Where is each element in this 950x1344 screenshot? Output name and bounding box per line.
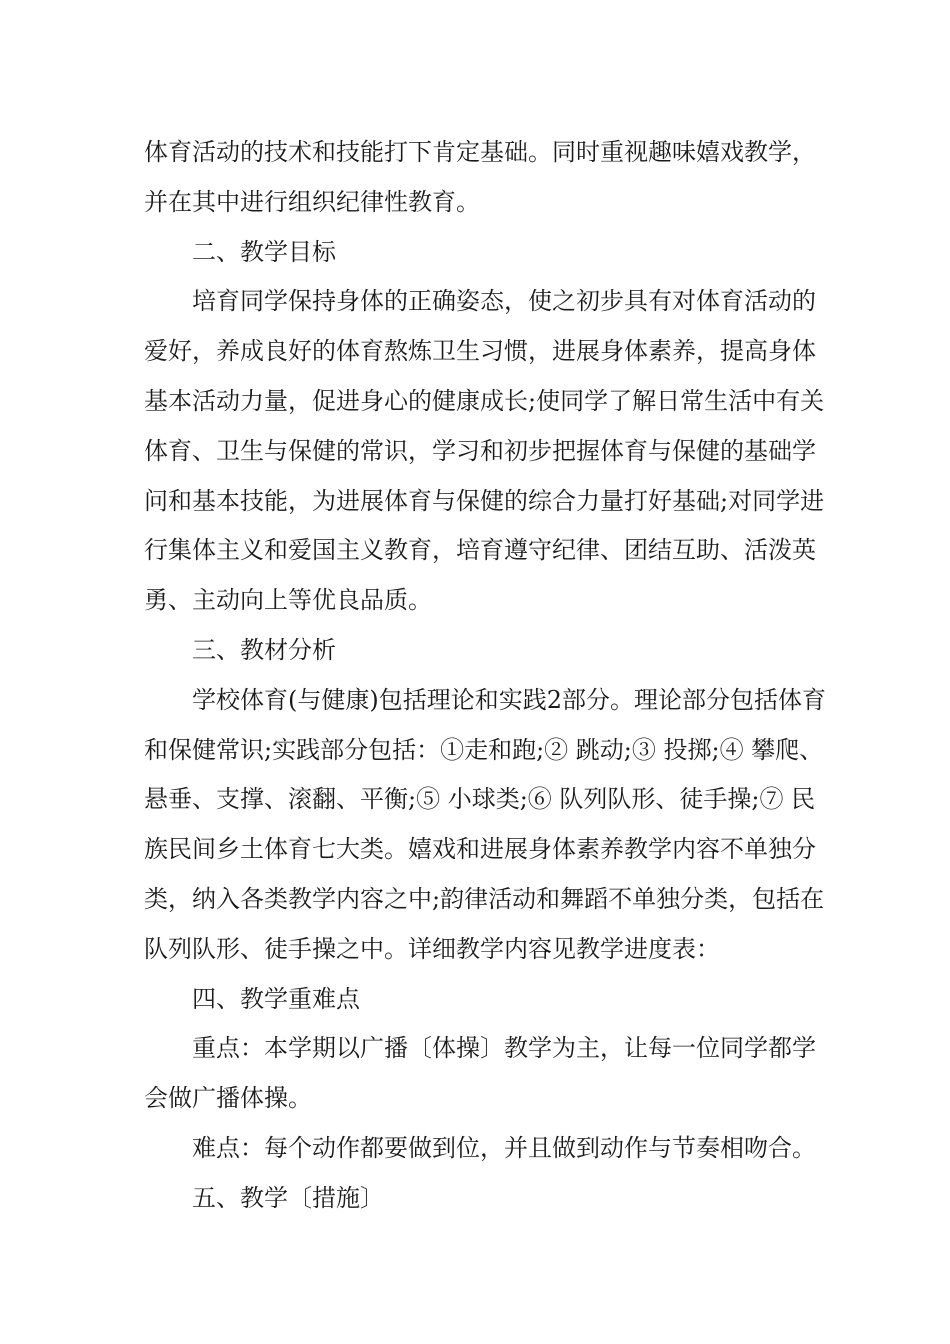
document-body <box>144 128 834 1224</box>
section-heading-material-analysis: 三、教材分析 <box>192 635 336 664</box>
paragraph-difficult-points: 难点：每个动作都要做到位，并且做到动作与节奏相吻合。 <box>192 1133 816 1162</box>
paragraph-key-points: 重点：本学期以广播〔体操〕教学为主，让每一位同学都学会做广播体操。 <box>144 1034 816 1113</box>
section-heading-key-difficult-points: 四、教学重难点 <box>192 984 360 1013</box>
section-heading-teaching-measures: 五、教学〔措施〕 <box>192 1183 384 1212</box>
paragraph-continuation: 体育活动的技术和技能打下肯定基础。同时重视趣味嬉戏教学，并在其中进行组织纪律性教育。 <box>144 138 816 216</box>
paragraph-material-analysis: 学校体育(与健康)包括理论和实践2部分。理论部分包括体育和保健常识;实践部分包括：①走和跑;② 跳动;③ 投掷;④ 攀爬、悬垂、支撑、滚翻、平衡;⑤ 小球类;⑥ 队列队形、徒手操;⑦ 民族民间乡土体育七大类。嬉戏和进展身体素养教学内容不单独分类，纳入各类教学内容之中;韵律活动和舞蹈不单独分类，包括在队列队形、徒手操之中。详细教学内容见教学进度表： <box>144 685 826 963</box>
section-heading-teaching-goals: 二、教学目标 <box>192 237 336 266</box>
paragraph-teaching-goals: 培育同学保持身体的正确姿态，使之初步具有对体育活动的爱好，养成良好的体育熬炼卫生习惯，进展身体素养，提高身体基本活动力量，促进身心的健康成长;使同学了解日常生活中有关体育、卫生与保健的常识，学习和初步把握体育与保健的基础学问和基本技能，为进展体育与保健的综合力量打好基础;对同学进行集体主义和爱国主义教育，培育遵守纪律、团结互助、活泼英勇、主动向上等优良品质。 <box>144 287 825 615</box>
